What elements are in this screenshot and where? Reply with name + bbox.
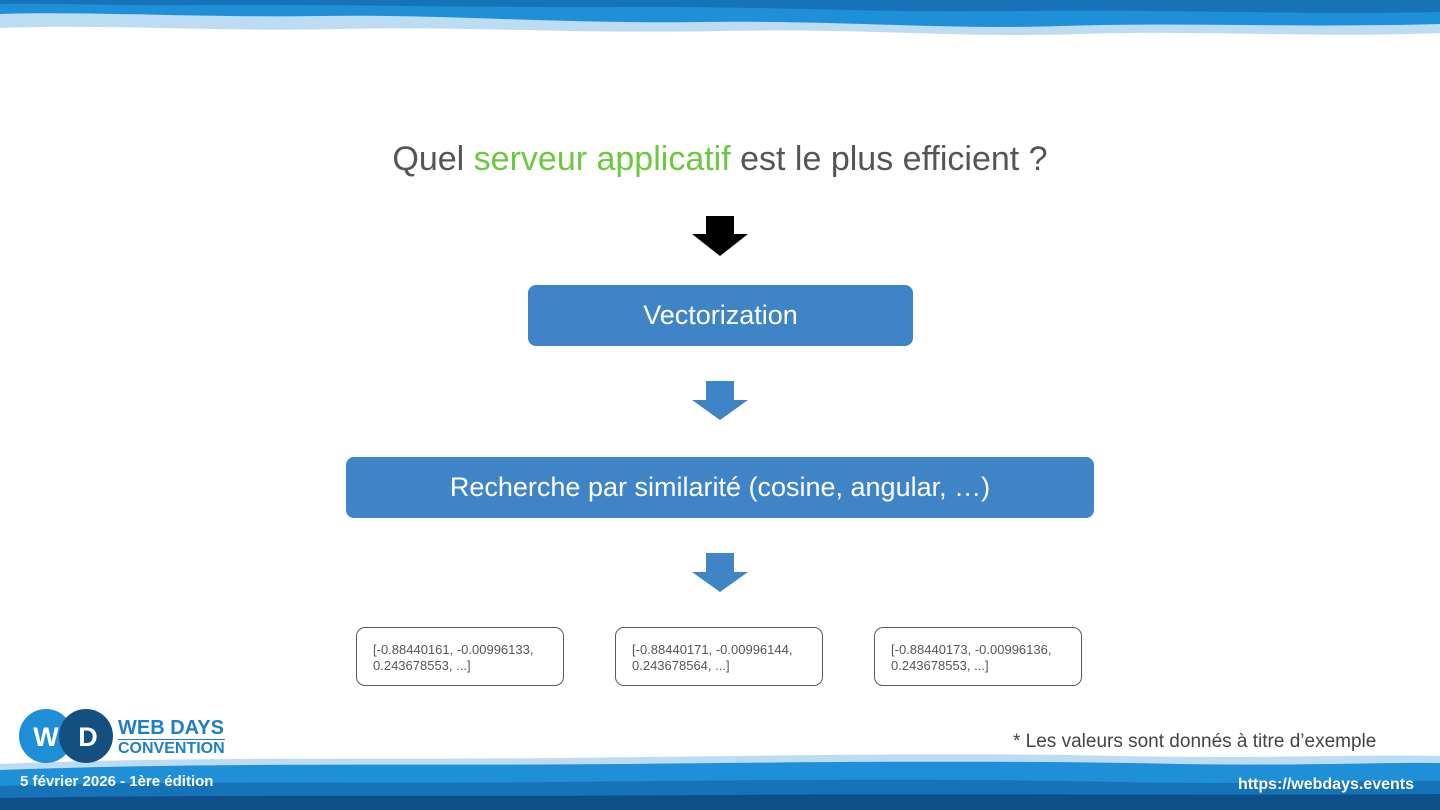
similarity-search-box xyxy=(346,457,1094,518)
logo-wordmark xyxy=(118,719,225,757)
logo-line-convention: CONVENTION xyxy=(118,740,225,757)
web-days-logo xyxy=(19,708,115,764)
title-accent-text: serveur applicatif xyxy=(473,140,731,178)
vector-box xyxy=(615,627,823,686)
similarity-search-label: Recherche par similarité (cosine, angular, …) xyxy=(449,472,991,502)
vector-box xyxy=(874,627,1082,686)
logo-line-web-days: WEB DAYS xyxy=(118,717,224,739)
vector-text-line: 0.243678553, ...] xyxy=(891,658,989,673)
top-wave-banner xyxy=(0,0,1440,50)
logo-letter-w: W xyxy=(33,722,59,752)
vector-text-line: 0.243678564, ...] xyxy=(632,658,730,673)
slide-title xyxy=(0,140,1440,179)
vector-box xyxy=(356,627,564,686)
bottom-wave-banner xyxy=(0,750,1440,810)
vector-text-line: [-0.88440171, -0.00996144, xyxy=(632,642,793,657)
title-text-start: Quel xyxy=(392,140,474,178)
event-date-edition: 5 février 2026 - 1ère édition xyxy=(20,773,214,790)
vector-text-line: [-0.88440161, -0.00996133, xyxy=(373,642,534,657)
down-arrow-icon xyxy=(692,216,748,256)
vector-text-line: 0.243678553, ...] xyxy=(373,658,471,673)
vectorization-box xyxy=(528,285,913,346)
logo-letter-d: D xyxy=(78,722,98,752)
example-values-footnote: * Les valeurs sont donnés à titre d’exemple xyxy=(1013,731,1377,752)
down-arrow-icon xyxy=(692,553,748,592)
title-text-end: est le plus efficient ? xyxy=(730,140,1048,178)
vector-text-line: [-0.88440173, -0.00996136, xyxy=(891,642,1052,657)
down-arrow-icon xyxy=(692,381,748,420)
event-website-url: https://webdays.events xyxy=(1237,776,1414,793)
vectorization-label: Vectorization xyxy=(643,300,798,330)
